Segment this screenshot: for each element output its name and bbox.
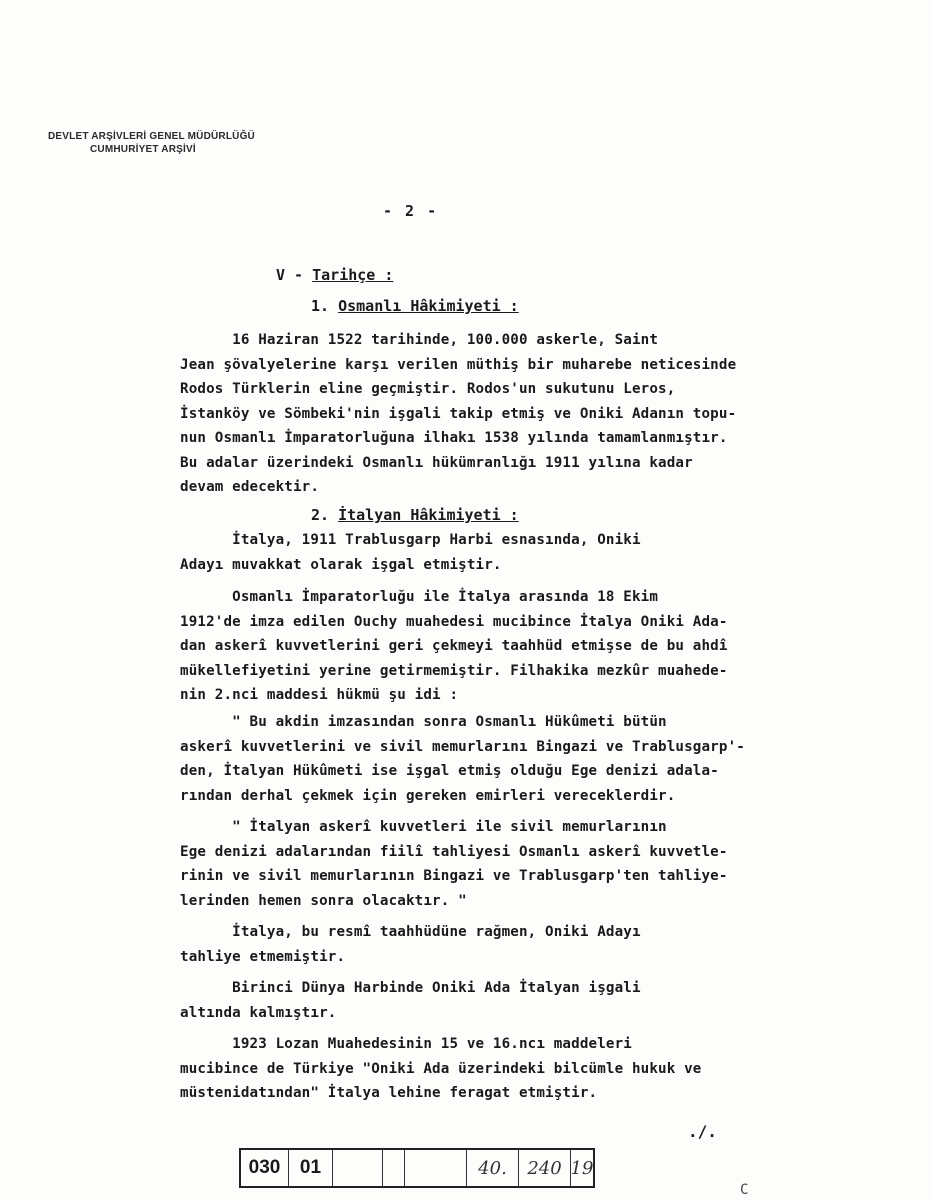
stamp-line-1: DEVLET ARŞİVLERİ GENEL MÜDÜRLÜĞÜ [48,131,255,142]
ref-cell-5 [405,1150,467,1186]
paragraph-6: İtalya, bu resmî taahhüdüne rağmen, Oniki Adayı tahliye etmemiştir. [180,924,641,965]
ref-cell-6: 40. [467,1150,519,1186]
paragraph-1: 16 Haziran 1522 tarihinde, 100.000 askerle, Saint Jean şövalyelerine karşı verilen müthiş bir muharebe neticesinde Rodos Türklerin eline geçmiştir. Rodos'un sukutunu Leros, İstanköy ve Sömbeki'nin işgali takip etmiş ve Oniki Adanın topu- nun Osmanlı İmparatorluğuna ilhakı 1538 yılında tamamlanmıştır. Bu adalar üzerindeki Osmanlı hükümranlığı 1911 yılına kadar devam edecektir. [180,332,737,495]
subheading-2 [311,506,519,524]
paragraph-5: " İtalyan askerî kuvvetleri ile sivil memurlarının Ege denizi adalarından fiilî tahliyesi Osmanlı askerî kuvvetle- rinin ve sivil memurlarının Bingazi ve Trablusgarp'ten tahliye- lerinden hemen sonra olacaktır. " [180,819,728,909]
margin-mark: C [740,1182,749,1198]
ref-cell-4 [383,1150,405,1186]
paragraph-4: " Bu akdin imzasından sonra Osmanlı Hükûmeti bütün askerî kuvvetlerini ve sivil memurlarını Bingazi ve Trablusgarp'- den, İtalyan Hükûmeti ise işgal etmiş olduğu Ege denizi adala- rından derhal çekmek için gereken emirleri vereceklerdir. [180,714,745,804]
section-heading [276,266,393,284]
paragraph-7: Birinci Dünya Harbinde Oniki Ada İtalyan işgali altında kalmıştır. [180,980,641,1021]
stamp-line-2: CUMHURİYET ARŞİVİ [90,144,196,155]
section-prefix: V - [276,266,313,284]
ref-cell-7: 240 [519,1150,571,1186]
archive-stamp [48,130,255,156]
archive-reference-box [239,1148,595,1188]
paragraph-3: Osmanlı İmparatorluğu ile İtalya arasında 18 Ekim 1912'de imza edilen Ouchy muahedesi mucibince İtalya Oniki Ada- dan askerî kuvvetlerini geri çekmeyi taahhüd etmişse de bu ahdî mükellefiyetini yerine getirmemiştir. Filhakika mezkûr muahede- nin 2.nci maddesi hükmü şu idi : [180,589,728,703]
subheading-2-title: İtalyan Hâkimiyeti : [338,506,519,524]
continuation-mark: ./. [688,1122,717,1141]
ref-cell-1: 030 [241,1150,289,1186]
paragraph-8: 1923 Lozan Muahedesinin 15 ve 16.ncı maddeleri mucibince de Türkiye "Oniki Ada üzerindeki bilcümle hukuk ve müstenidatından" İtalya lehine feragat etmiştir. [180,1036,702,1101]
section-title: Tarihçe : [312,266,394,284]
subheading-1 [311,297,519,315]
ref-cell-8: 19 [570,1157,594,1179]
subheading-1-number: 1. [311,297,339,315]
page-number: - 2 - [383,202,439,220]
ref-cell-3 [333,1150,383,1186]
ref-cell-2: 01 [289,1150,333,1186]
subheading-1-title: Osmanlı Hâkimiyeti : [338,297,519,315]
subheading-2-number: 2. [311,506,339,524]
paragraph-2: İtalya, 1911 Trablusgarp Harbi esnasında, Oniki Adayı muvakkat olarak işgal etmiştir. [180,532,641,573]
